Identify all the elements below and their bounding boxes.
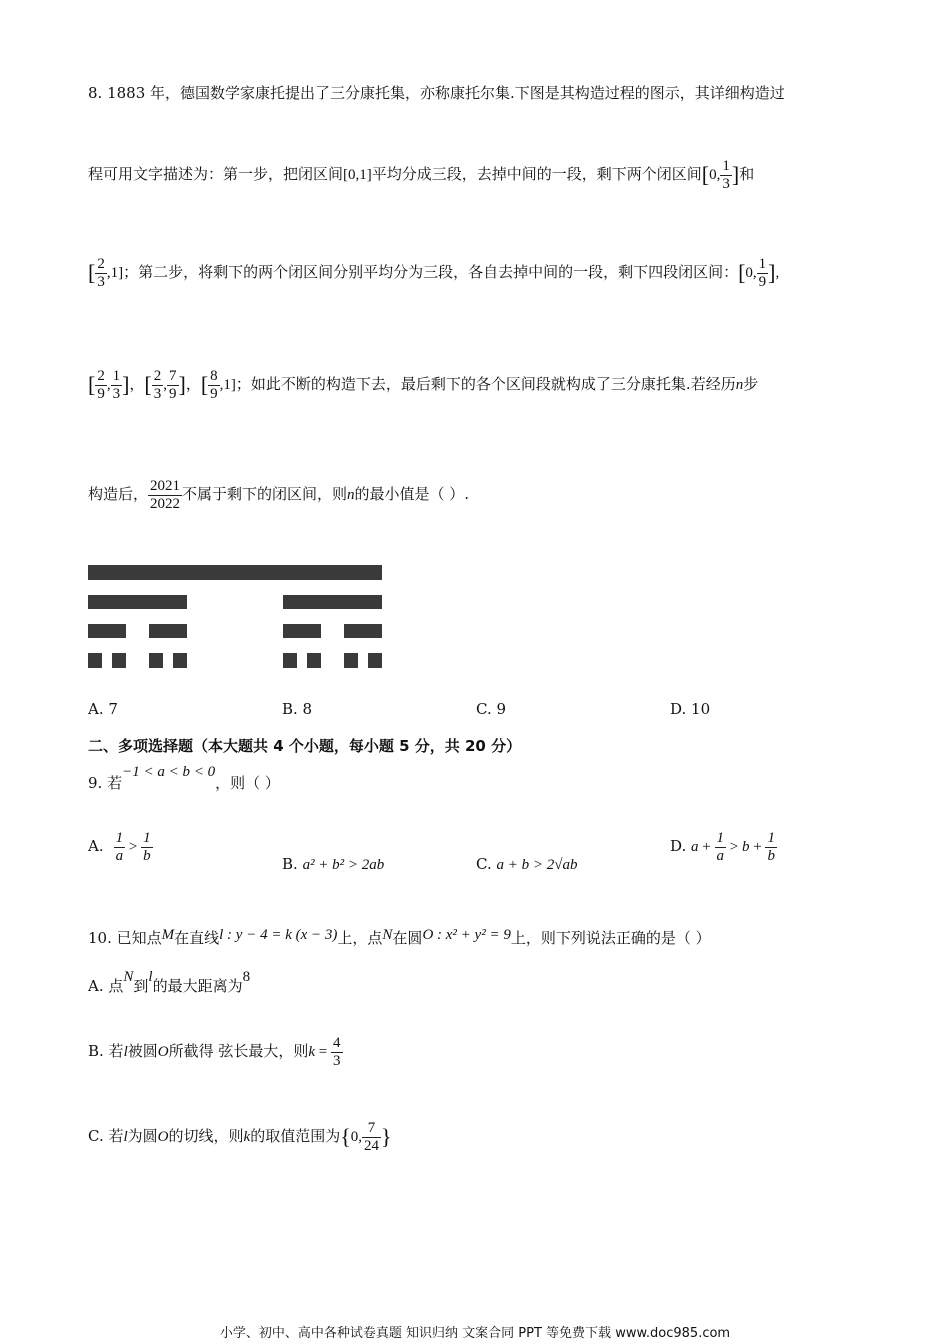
cantor-step3-bar <box>283 653 297 668</box>
cantor-step1-bar <box>283 595 382 609</box>
page-footer: 小学、初中、高中各种试卷真题 知识归纳 文案合同 PPT 等免费下载 www.doc985.com <box>219 1326 731 1341</box>
q10-option-c[interactable]: C. 若l为圆O的切线，则k的取值范围为{0, $\frac{7}{24}$ } <box>88 1120 392 1154</box>
q9-option-b[interactable]: B. a² + b² > 2ab <box>282 855 385 873</box>
q10-option-b[interactable]: B. 若l被圆O所截得 弦长最大，则k = $\frac{4}{3}$ <box>88 1035 341 1069</box>
q8-option-d[interactable]: D. 10 <box>670 700 711 718</box>
q9-option-c[interactable]: C. a + b > 2√ab <box>476 855 578 873</box>
q10-stem: 10. 已知点M在直线l : y − 4 = k (x − 3)上，点N在圆O : x² + y² = 9上，则下列说法正确的是（ ） <box>88 927 711 947</box>
cantor-step2-bar <box>344 624 382 638</box>
section-heading: 二、多项选择题（本大题共 4 个小题，每小题 5 分，共 20 分） <box>88 737 522 755</box>
q8-line2: 程可用文字描述为：第一步，把闭区间[0,1]平均分成三段，去掉中间的一段，剩下两个闭区间[0, $\frac{1}{3}$ ]和 <box>88 158 755 192</box>
q8-option-c[interactable]: C. 9 <box>476 700 507 718</box>
q8-line3: [ $\frac{2}{3}$ ,1]；第二步，将剩下的两个闭区间分别平均分为三段，各自去掉中间的一段，剩下四段闭区间：[0, $\frac{1}{9}$ ], <box>88 256 780 290</box>
cantor-step3-bar <box>88 653 102 668</box>
cantor-step3-bar <box>307 653 321 668</box>
q8-line4: [ $\frac{2}{9}$ , $\frac{1}{3}$ ]，[ $\frac{2}{3}$ , $\frac{7}{9}$ ]，[ $\frac{8}{9}$ ,1]；如此不断的构造下去，最后剩下的各个区间段就构成了三分康托集.若经历n步 <box>88 368 759 402</box>
cantor-step0-bar <box>88 565 382 580</box>
cantor-step2-bar <box>149 624 187 638</box>
cantor-step3-bar <box>173 653 187 668</box>
cantor-step3-bar <box>368 653 382 668</box>
cantor-step3-bar <box>112 653 126 668</box>
cantor-step1-bar <box>88 595 187 609</box>
q9-option-d[interactable]: D. a + $\frac{1}{a}$ > b + $\frac{1}{b}$ <box>670 830 775 864</box>
cantor-step3-bar <box>149 653 163 668</box>
q8-line5: 构造后， $\frac{2021}{2022}$ 不属于剩下的闭区间，则n的最小值是（ ）. <box>88 478 470 512</box>
q9-stem: 9. 若−1 < a < b < 0，则（ ） <box>88 764 280 792</box>
cantor-step2-bar <box>283 624 321 638</box>
q8-option-b[interactable]: B. 8 <box>282 700 313 718</box>
cantor-step3-bar <box>344 653 358 668</box>
q8-line1: 8. 1883 年，德国数学家康托提出了三分康托集，亦称康托尔集.下图是其构造过程的图示，其详细构造过 <box>88 84 785 102</box>
q9-option-a[interactable]: A. $\frac{1}{a}$ > $\frac{1}{b}$ <box>88 830 151 864</box>
q10-option-a[interactable]: A. 点N到l的最大距离为8 <box>88 969 251 995</box>
fraction-2021-2022: $\frac{2021}{2022}$ <box>150 478 181 512</box>
cantor-step2-bar <box>88 624 126 638</box>
q8-option-a[interactable]: A. 7 <box>88 700 118 718</box>
